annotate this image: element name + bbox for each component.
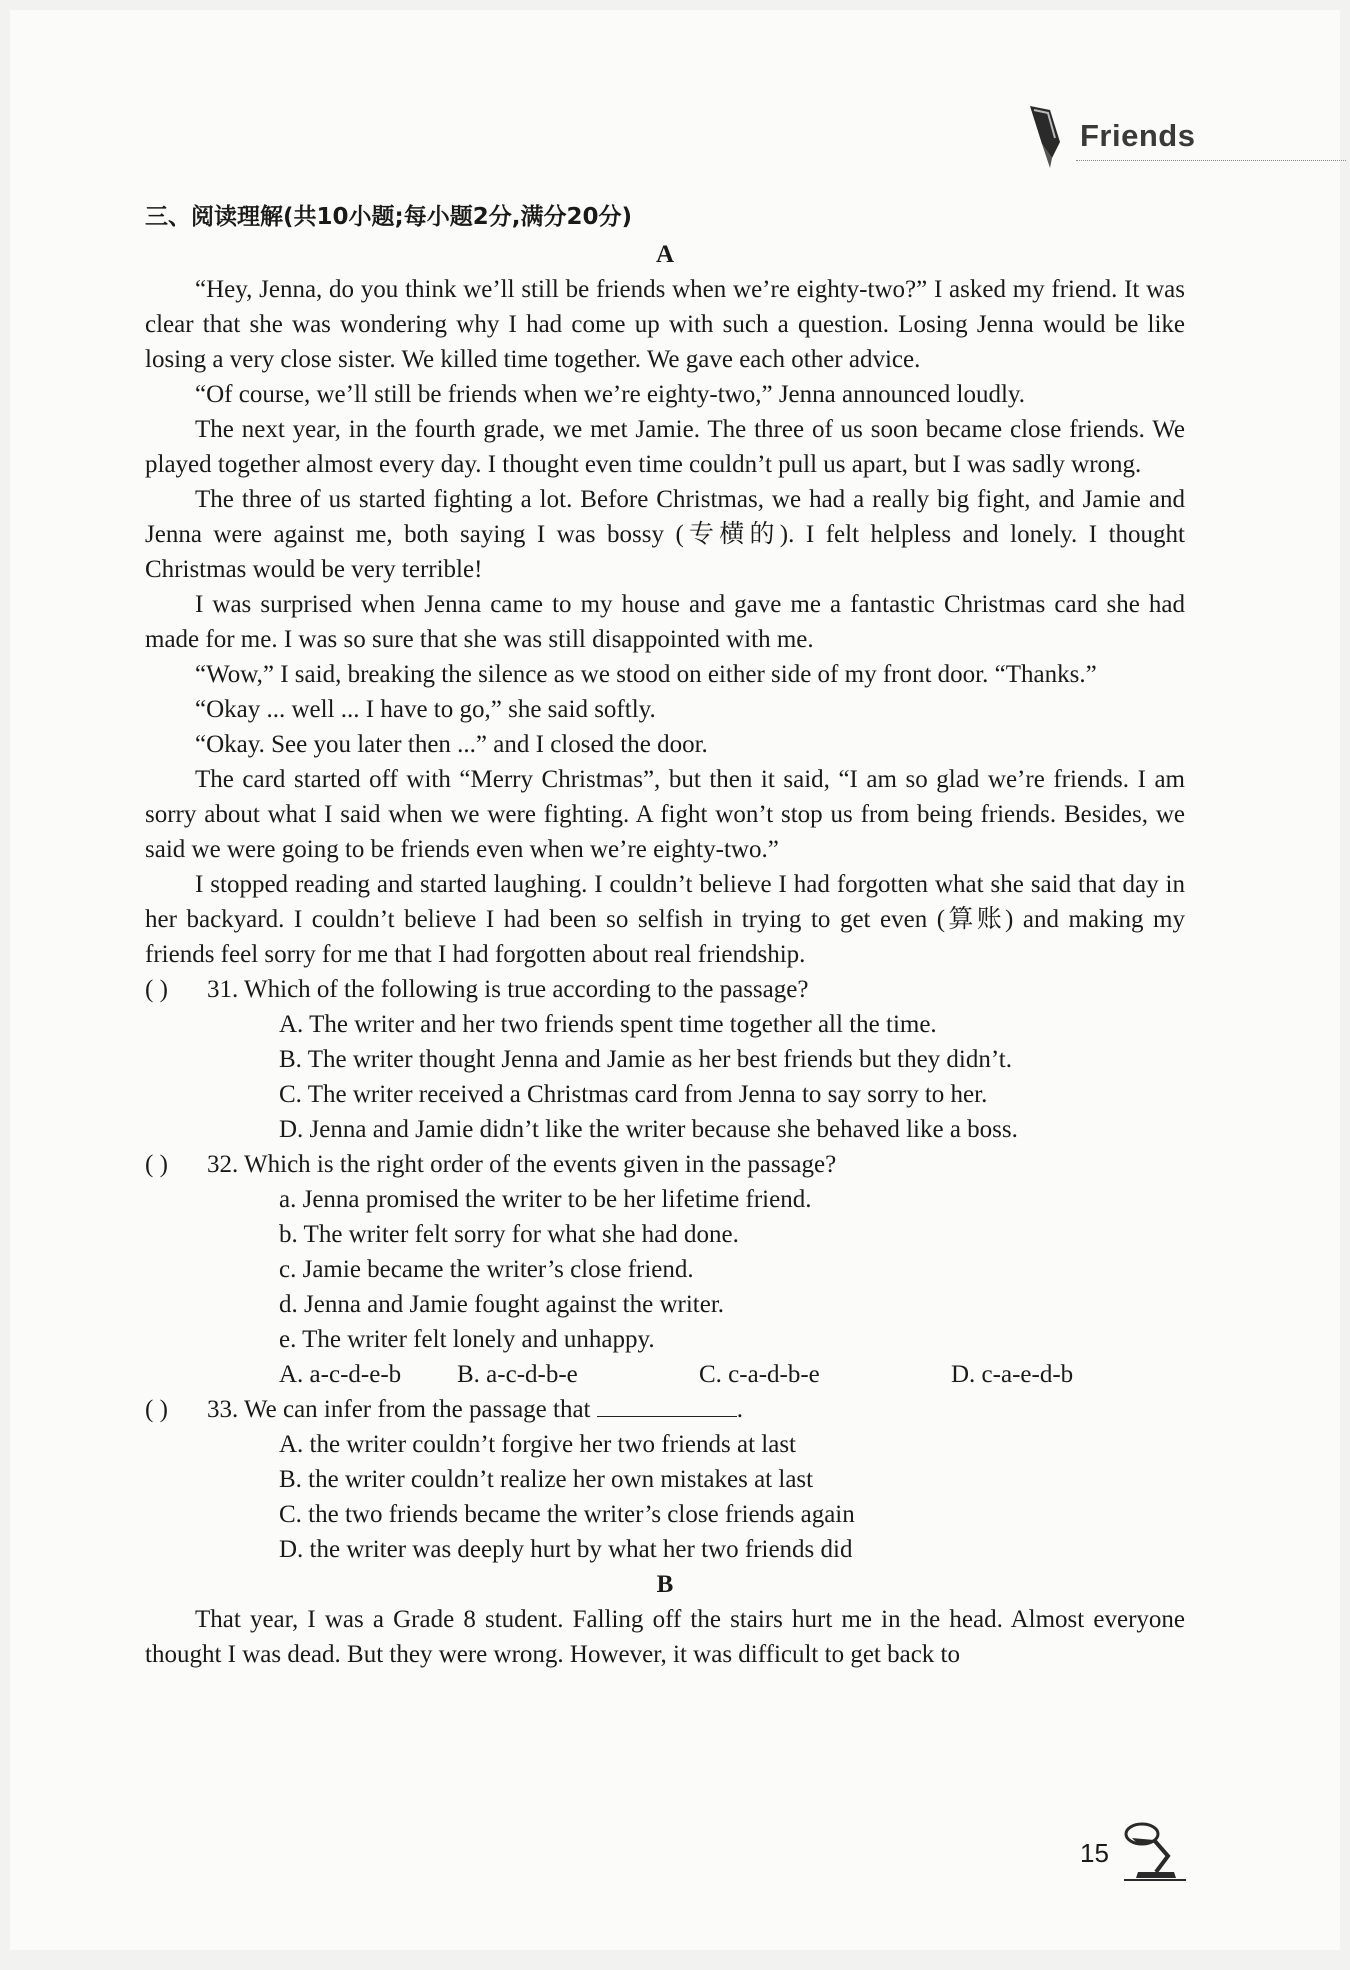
option-c: C. the two friends became the writer’s close friends again: [279, 1501, 855, 1528]
option-c: C. The writer received a Christmas card from Jenna to say sorry to her.: [279, 1081, 988, 1108]
order-options: [145, 1357, 1185, 1392]
passage-paragraph: That year, I was a Grade 8 student. Falling off the stairs hurt me in the head. Almost everyone thought I was dead. But they were wrong. However, it was difficult to get back to: [145, 1606, 1185, 1668]
event-c: c. Jamie became the writer’s close friend.: [279, 1256, 694, 1283]
fill-in-blank[interactable]: [597, 1394, 737, 1417]
option-a: A. the writer couldn’t forgive her two friends at last: [279, 1431, 796, 1458]
page-footer: [1080, 1820, 1210, 1890]
page-number: 15: [1080, 1838, 1109, 1868]
event-e: e. The writer felt lonely and unhappy.: [279, 1326, 655, 1353]
passage-b-label: B: [656, 1571, 674, 1598]
passage-paragraph: “Hey, Jenna, do you think we’ll still be friends when we’re eighty-two?” I asked my friend. It was clear that she was wondering why I had come up with such a question. Losing Jenna would be like losing a very close sister. We killed time together. We gave each other advice.: [145, 276, 1185, 373]
passage-paragraph: I was surprised when Jenna came to my house and gave me a fantastic Christmas card she had made for me. I was so sure that she was still disappointed with me.: [145, 591, 1185, 653]
event-b: b. The writer felt sorry for what she had done.: [279, 1221, 739, 1248]
page-header: [1020, 102, 1340, 172]
section-title: 三、阅读理解(共10小题;每小题2分,满分20分): [145, 204, 632, 230]
question-31: [145, 972, 1185, 1007]
option-a: A. a-c-d-e-b: [279, 1361, 402, 1388]
question-stem: 32. Which is the right order of the events given in the passage?: [207, 1151, 837, 1178]
worksheet-page: [10, 10, 1340, 1950]
option-a: A. The writer and her two friends spent time together all the time.: [279, 1011, 937, 1038]
answer-blank-33[interactable]: ( ): [145, 1396, 168, 1423]
event-d: d. Jenna and Jamie fought against the writer.: [279, 1291, 725, 1318]
passage-paragraph: The three of us started fighting a lot. Before Christmas, we had a really big fight, and Jamie and Jenna were against me, both saying I was bossy (专横的). I felt helpless and lonely. I thought Christmas would be very terrible!: [145, 486, 1185, 583]
option-d: D. Jenna and Jamie didn’t like the writer because she behaved like a boss.: [279, 1116, 1018, 1143]
event-a: a. Jenna promised the writer to be her lifetime friend.: [279, 1186, 812, 1213]
stem-period: .: [736, 1396, 743, 1423]
passage-a-label: A: [655, 241, 675, 268]
content-area: [145, 200, 1185, 1672]
passage-paragraph: “Of course, we’ll still be friends when we’re eighty-two,” Jenna announced loudly.: [195, 381, 1026, 408]
option-d: D. the writer was deeply hurt by what her two friends did: [279, 1536, 853, 1563]
passage-paragraph: The next year, in the fourth grade, we met Jamie. The three of us soon became close friends. We played together almost every day. I thought even time couldn’t pull us apart, but I was sadly wrong.: [145, 416, 1185, 478]
option-d: D. c-a-e-d-b: [951, 1361, 1074, 1388]
question-32: [145, 1147, 1185, 1182]
question-stem: 33. We can infer from the passage that: [207, 1396, 591, 1423]
question-stem: 31. Which of the following is true according to the passage?: [207, 976, 809, 1003]
passage-paragraph: I stopped reading and started laughing. I couldn’t believe I had forgotten what she said that day in her backyard. I couldn’t believe I had been so selfish in trying to get even (算账) and making my friends feel sorry for me that I had forgotten about real friendship.: [145, 871, 1185, 968]
option-b: B. The writer thought Jenna and Jamie as her best friends but they didn’t.: [279, 1046, 1012, 1073]
pen-nib-icon: [1020, 102, 1076, 172]
answer-blank-32[interactable]: ( ): [145, 1151, 168, 1178]
option-b: B. a-c-d-b-e: [457, 1361, 578, 1388]
desk-lamp-icon: [1120, 1820, 1190, 1884]
passage-paragraph: The card started off with “Merry Christmas”, but then it said, “I am so glad we’re friends. I am sorry about what I said when we were fighting. A fight won’t stop us from being friends. Besides, we said we were going to be friends even when we’re eighty-two.”: [145, 766, 1185, 863]
header-rule: [1076, 160, 1346, 161]
passage-paragraph: “Wow,” I said, breaking the silence as we stood on either side of my front door. “Thanks.”: [195, 661, 1097, 688]
unit-title: Friends: [1080, 118, 1196, 153]
option-b: B. the writer couldn’t realize her own mistakes at last: [279, 1466, 814, 1493]
passage-paragraph: “Okay ... well ... I have to go,” she said softly.: [195, 696, 656, 723]
question-33: [145, 1392, 1185, 1427]
option-c: C. c-a-d-b-e: [699, 1361, 820, 1388]
passage-paragraph: “Okay. See you later then ...” and I closed the door.: [195, 731, 708, 758]
answer-blank-31[interactable]: ( ): [145, 976, 168, 1003]
